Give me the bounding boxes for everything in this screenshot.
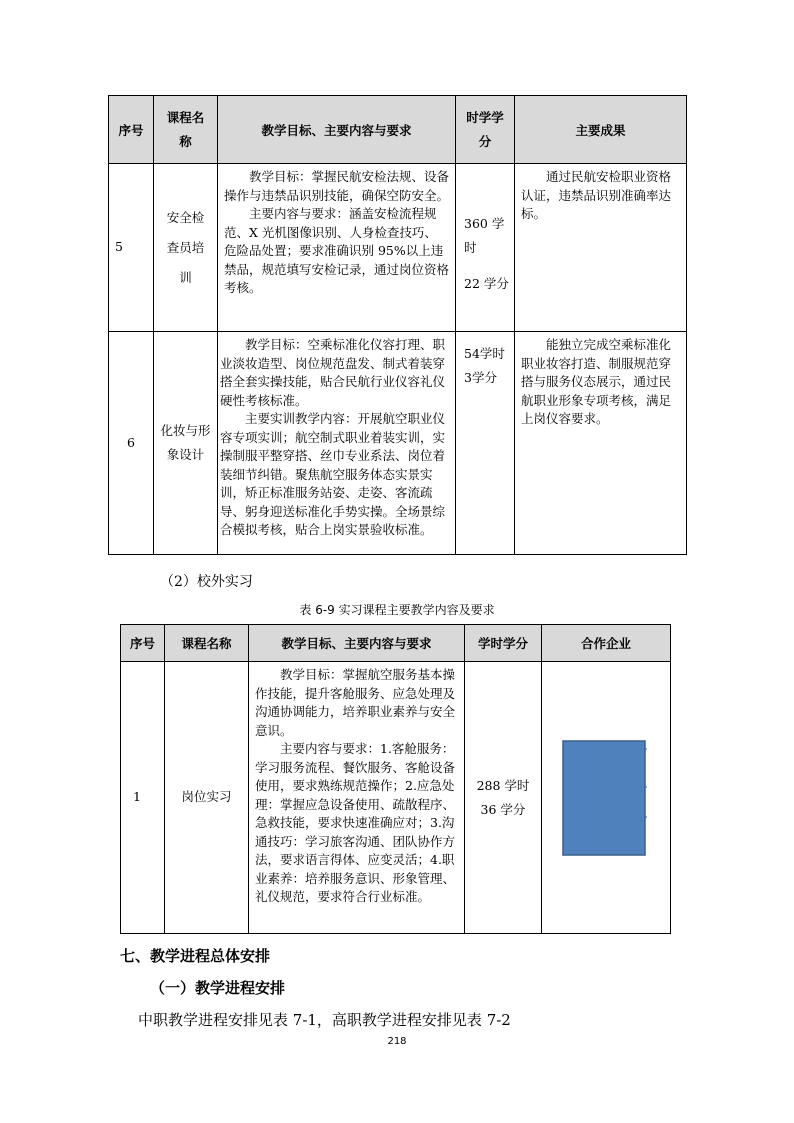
page-number: 218 <box>387 1036 407 1047</box>
section-heading-7: 七、教学进程总体安排 <box>120 947 271 965</box>
table-row <box>121 662 671 934</box>
company-logo-placeholder <box>561 739 651 857</box>
header-course-name: 课程名称 <box>165 625 249 662</box>
table-caption: 表 6-9 实习课程主要教学内容及要求 <box>299 603 495 617</box>
header-company: 合作企业 <box>542 625 671 662</box>
row-course-name: 安全检 查员培 训 <box>154 164 218 332</box>
row-course-name: 岗位实习 <box>165 662 249 934</box>
table-row <box>109 164 687 332</box>
header-content: 教学目标、主要内容与要求 <box>249 625 465 662</box>
table-row <box>109 332 687 555</box>
row-company <box>542 662 671 934</box>
row-content: 教学目标：掌握航空服务基本操作技能，提升客舱服务、应急处理及沟通协调能力，培养职业素养与安全意识。 主要内容与要求：1.客舱服务：学习服务流程、餐饮服务、客舱设备使用，要求熟练规范操作；2.应急处理：掌握应急设备使用、疏散程序、急救技能，要求快速准确应对；3.沟通技巧：学习旅客沟通、团队协作方法，要求语言得体、应变灵活；4.职业素养：培养服务意识、形象管理、礼仪规范，要求符合行业标准。 <box>249 662 465 934</box>
body-text: 中职教学进程安排见表 7-1，高职教学进程安排见表 7-2 <box>138 1011 511 1029</box>
table-header-row <box>121 625 671 662</box>
row-hours: 54学时 3学分 <box>456 332 515 555</box>
row-course-name: 化妆与形 象设计 <box>154 332 218 555</box>
row-result: 能独立完成空乘标准化职业妆容打造、制服规范穿搭与服务仪态展示，通过民航职业形象专项考核，满足上岗仪容要求。 <box>515 332 687 555</box>
header-hours: 学时学分 <box>465 625 542 662</box>
row-content: 教学目标：空乘标准化仪容打理、职业淡妆造型、岗位规范盘发、制式着装穿搭全套实操技能，贴合民航行业仪容礼仪硬性考核标准。 主要实训教学内容：开展航空职业仪容专项实训；航空制式职业着装实训，实操制服平整穿搭、丝巾专业系法、岗位着装细节纠错。聚焦航空服务体态实景实训，矫正标准服务站姿、走姿、客流疏导、躬身迎送标准化手势实操。全场景综合模拟考核，贴合上岗实景验收标准。 <box>218 332 456 555</box>
header-result: 主要成果 <box>515 96 687 164</box>
row-hours: 288 学时 36 学分 <box>465 662 542 934</box>
header-content: 教学目标、主要内容与要求 <box>218 96 456 164</box>
header-course-name: 课程名 称 <box>154 96 218 164</box>
header-seq: 序号 <box>109 96 154 164</box>
header-hours: 时学学 分 <box>456 96 515 164</box>
header-seq: 序号 <box>121 625 165 662</box>
section-heading-7-1: （一）教学进程安排 <box>150 979 286 997</box>
row-hours: 360 学 时 22 学分 <box>456 164 515 332</box>
row-result: 通过民航安检职业资格认证，违禁品识别准确率达标。 <box>515 164 687 332</box>
row-seq: 1 <box>121 662 165 934</box>
internship-table <box>120 624 671 934</box>
course-table-top <box>108 95 687 555</box>
row-seq: 5 <box>109 164 154 332</box>
row-seq: 6 <box>109 332 154 555</box>
section-subtitle: （2）校外实习 <box>160 574 253 590</box>
row-content: 教学目标：掌握民航安检法规、设备操作与违禁品识别技能，确保空防安全。 主要内容与要求：涵盖安检流程规范、X 光机图像识别、人身检查技巧、危险品处置；要求准确识别 95%以上违禁品，规范填写安检记录，通过岗位资格考核。 <box>218 164 456 332</box>
table-header-row <box>109 96 687 164</box>
